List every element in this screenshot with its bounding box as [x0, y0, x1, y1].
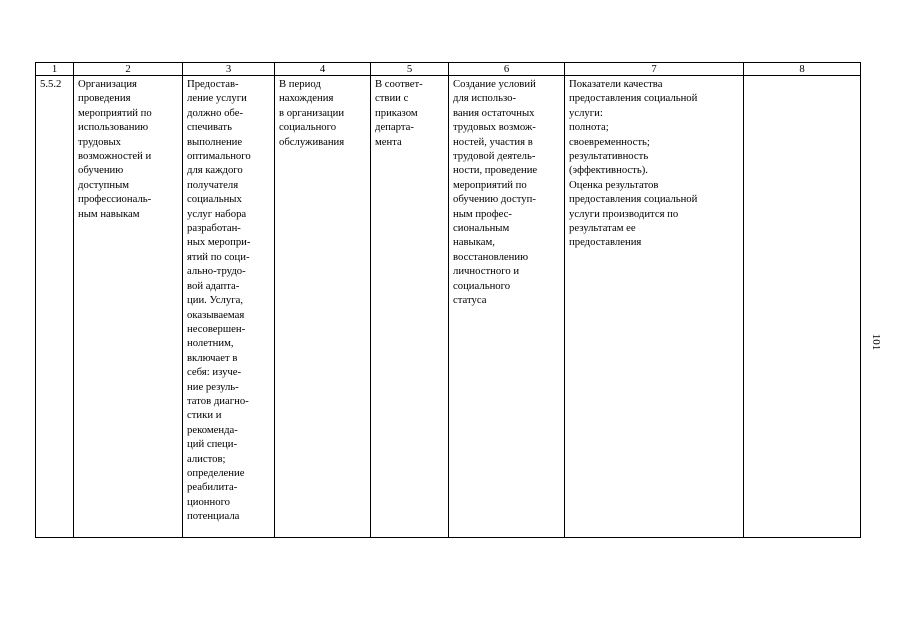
- header-cell-3: 3: [183, 63, 275, 76]
- header-row: [36, 63, 861, 76]
- services-table: [35, 62, 861, 538]
- header-cell-4: 4: [275, 63, 371, 76]
- header-cell-8: 8: [744, 63, 861, 76]
- table-row: [36, 76, 861, 538]
- item-number: 5.5.2: [36, 76, 74, 538]
- service-description: Предостав- ление услуги должно обе- спечивать выполнение оптимального для каждого получателя социальных услуг набора разработан- ных меропри- ятий по соци- ально-трудо- вой адапта- ции. Услуга, оказываемая несовершен- нолетним, включает в себя: изуче- ние резуль- татов диагно- стики и рекоменда- ций специ- алистов; определение реабилита- ционного потенциала: [183, 76, 275, 538]
- service-conditions: Создание условий для использо- вания остаточных трудовых возмож- ностей, участия в трудовой деятель- ности, проведение мероприятий по обучению доступ- ным профес- сиональным навыкам, восстановлению личностного и социального статуса: [449, 76, 565, 538]
- column-8-cell: [744, 76, 861, 538]
- header-cell-2: 2: [74, 63, 183, 76]
- header-cell-5: 5: [371, 63, 449, 76]
- service-period: В период нахождения в организации социального обслуживания: [275, 76, 371, 538]
- page-number: 101: [870, 333, 882, 351]
- quality-indicators: Показатели качества предоставления социальной услуги: полнота; своевременность; результативность (эффективность). Оценка результатов предоставления социальной услуги производится по результатам ее предоставления: [565, 76, 744, 538]
- service-name: Организация проведения мероприятий по использованию трудовых возможностей и обучению доступным профессиональ- ным навыкам: [74, 76, 183, 538]
- header-cell-7: 7: [565, 63, 744, 76]
- header-cell-1: 1: [36, 63, 74, 76]
- service-basis: В соответ- ствии с приказом департа- мента: [371, 76, 449, 538]
- header-cell-6: 6: [449, 63, 565, 76]
